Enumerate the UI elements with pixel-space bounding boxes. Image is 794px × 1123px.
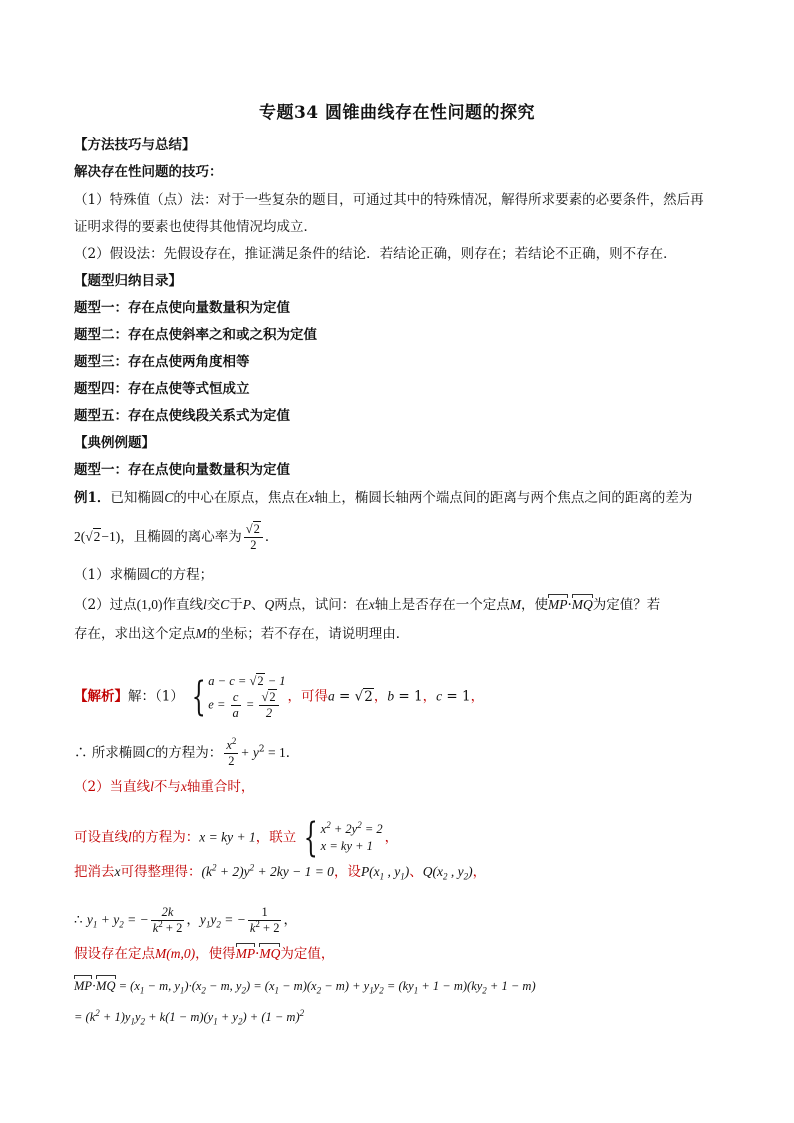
solution-dot-product-2: = $(k^2 + 1)y_1y_2 + k(1 - m)(y_1 + y_2) + (1 - m)^2$ <box>74 1007 305 1027</box>
equation-system-2: { $x^2 + 2y^2 = 2$ x = ky + 1 <box>303 815 383 861</box>
example-1-line-2: 2(√2−1)，且椭圆的离心率为 $\frac{√2}{2}$ ． <box>74 522 279 552</box>
eccentricity-fraction: $\frac{√2}{2}$ <box>244 522 263 553</box>
type-item-1: 题型一：存在点使向量数量积为定值 <box>74 300 290 316</box>
question-2-line-2: 存在，求出这个定点M的坐标；若不存在，请说明理由． <box>74 626 410 642</box>
section-method-heading: 【方法技巧与总结】 <box>74 137 196 153</box>
solution-line-equation: 可设直线l的方程为：x = ky + 1，联立 { $x^2 + 2y^2 = 2$ x = ky + 1 ， <box>74 815 399 861</box>
solution-assumption: 假设存在定点M(m,0)，使得MP·MQ为定值， <box>74 946 335 962</box>
equation-system-1: { a − c = √2 − 1 e = $\frac{c}{a}$ = $\frac{√2}{2}$ <box>191 674 286 720</box>
type-item-3: 题型三：存在点使两角度相等 <box>74 354 250 370</box>
analysis-tag: 【解析】 <box>74 688 128 705</box>
solution-part-2: （2）当直线l不与x轴重合时， <box>74 779 255 795</box>
section-types-heading: 【题型归纳目录】 <box>74 273 182 289</box>
solution-dot-product-1: $MP\cdot MQ = (x_1 - m$, $y_1)\cdot(x_2 - m$, $y_2) = (x_1 - m)(x_2 - m) + y_1y_2 = (ky_1 + 1 - m)(ky_2 + 1 - m)$ <box>74 978 536 996</box>
section-examples-heading: 【典例例题】 <box>74 435 155 451</box>
example-1-line-1: 例1．已知椭圆C的中心在原点，焦点在x轴上，椭圆长轴两个端点间的距离与两个焦点之间的距离的差为 <box>74 490 693 506</box>
method-1-line-1: （1）特殊值（点）法：对于一些复杂的题目，可通过其中的特殊情况，解得所求要素的必要条件，然后再 <box>74 192 704 208</box>
example-1-label: 例1． <box>74 490 111 506</box>
solution-part-1: 【解析】解：（1） { a − c = √2 − 1 e = $\frac{c}{a}$ = $\frac{√2}{2}$ ，可得a = √2，b = 1，c = 1， <box>74 674 485 720</box>
solution-result: ∴ 所求椭圆C的方程为： $\frac{x^2}{2}$ + $y^2 = 1$． <box>74 735 300 768</box>
page-title: 专题34 圆锥曲线存在性问题的探究 <box>258 103 536 123</box>
question-1: （1）求椭圆C的方程； <box>74 567 214 583</box>
example-type-heading: 题型一：存在点使向量数量积为定值 <box>74 462 290 478</box>
method-2: （2）假设法：先假设存在，推证满足条件的结论．若结论正确，则存在；若结论不正确，则不存在． <box>74 246 677 262</box>
method-1-line-2: 证明求得的要素也使得其他情况均成立． <box>74 219 317 235</box>
type-item-5: 题型五：存在点使线段关系式为定值 <box>74 408 290 424</box>
solution-quadratic: 把消去x可得整理得：$(k^2 + 2)y^2 + 2ky - 1 = 0$，设$P(x_1$ , $y_1$)、$Q(x_2$ , $y_2$)， <box>74 862 487 882</box>
type-item-4: 题型四：存在点使等式恒成立 <box>74 381 250 397</box>
method-intro: 解决存在性问题的技巧： <box>74 164 223 180</box>
question-2-line-1: （2）过点(1,0)作直线l交C于P、Q两点，试问：在x轴上是否存在一个定点M，使MP·MQ为定值？若 <box>74 597 661 613</box>
type-item-2: 题型二：存在点使斜率之和或之积为定值 <box>74 327 317 343</box>
solution-vieta: ∴ $y_1 + y_2$ = − $\frac{2k}{k^2 + 2}$ ，$y_1y_2$ = − $\frac{1}{k^2 + 2}$ ， <box>74 905 297 935</box>
